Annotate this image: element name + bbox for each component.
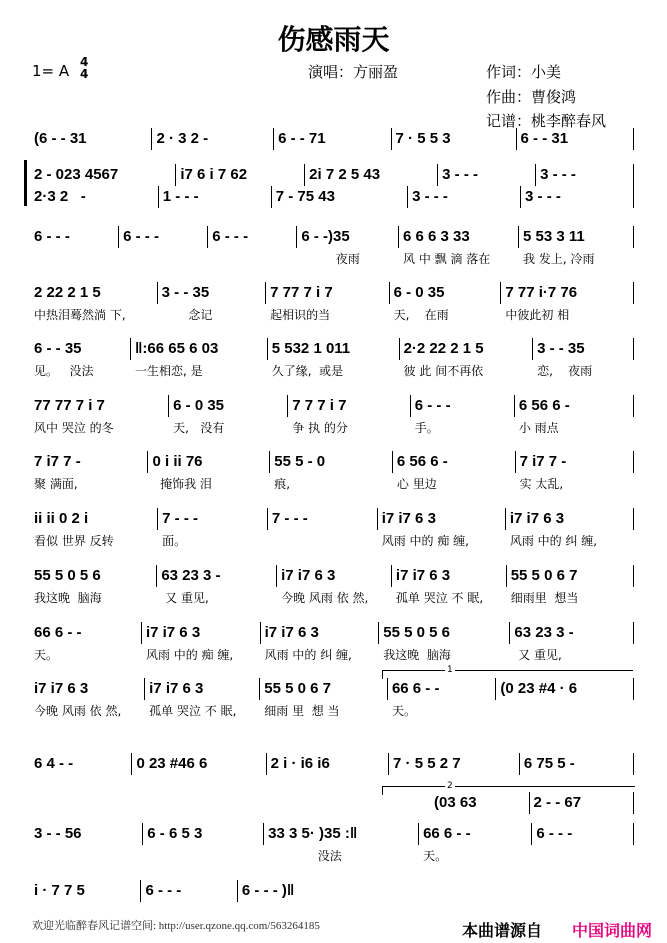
measure — [30, 565, 157, 605]
measure-notes: 3 - - - — [412, 188, 448, 205]
measure — [132, 753, 266, 775]
score-row — [30, 753, 634, 775]
measure-notes: 6 - - - — [145, 882, 182, 899]
measure — [408, 186, 521, 208]
score-row — [30, 678, 634, 718]
score-row — [30, 880, 350, 902]
measure-notes: i7 i7 6 3 — [264, 624, 319, 641]
lyricist: 作词：小美 — [486, 63, 562, 81]
measure-notes: i7 i7 6 3 — [281, 567, 336, 584]
score-row — [30, 186, 634, 208]
measure — [305, 164, 438, 186]
lyric-text: 天。 — [391, 704, 416, 718]
score-row — [30, 226, 634, 266]
lyric-text: 天。 — [423, 849, 448, 863]
measure-notes: ii ii 0 2 i — [34, 510, 89, 527]
lyric-text: 孤单 哭泣 不 眠, — [149, 704, 237, 718]
measure — [159, 186, 272, 208]
footer-link[interactable]: 欢迎光临醉春风记谱空间: http://user.qzone.qq.com/563264185 — [32, 920, 320, 932]
lyric-text: 久了缘, 或是 — [271, 364, 344, 378]
measure-notes: 1 - - - — [162, 188, 199, 205]
measure — [30, 395, 169, 435]
measure-notes: 6 56 6 - — [396, 453, 448, 470]
measure — [530, 792, 635, 814]
time-bottom: 4 — [80, 67, 89, 81]
measure-notes: i · 7 7 5 — [34, 882, 85, 899]
measure-notes: 6 - 0 35 — [173, 397, 225, 414]
measure — [158, 508, 268, 548]
measure — [411, 395, 515, 435]
measure — [30, 282, 158, 322]
measure-notes: 7 77 7 i 7 — [270, 284, 333, 301]
measure-notes: 0 23 #46 6 — [136, 755, 208, 772]
measure-notes: 0 i ii 76 — [152, 453, 203, 470]
lyric-text: 又 重见, — [161, 591, 209, 605]
key-signature: 1= A — [32, 62, 70, 80]
lyric-text: 念记 — [161, 308, 213, 322]
lyric-text: 又 重见, — [514, 648, 562, 662]
lyric-text: 我这晚 脑海 — [34, 591, 102, 605]
lyric-text: 手。 — [414, 421, 439, 435]
measure-notes: i7 i7 6 3 — [509, 510, 565, 527]
measure-notes: 3 - - 35 — [537, 340, 585, 357]
measure-notes: 7 i7 7 - — [519, 453, 567, 470]
measure — [266, 282, 389, 322]
measure-notes: 63 23 3 - — [514, 624, 574, 641]
lyric-text: 实 太乱, — [519, 477, 564, 491]
lyric-text: 风雨 中的 纠 缠, — [509, 534, 598, 548]
lyric-text: 见。 没法 — [34, 364, 94, 378]
measure — [400, 338, 533, 378]
measure-notes: i7 i7 6 3 — [395, 567, 451, 584]
measure — [260, 678, 388, 718]
lyric-text: 细雨里 想当 — [510, 591, 579, 605]
measure — [519, 226, 634, 266]
brand-logo: 中国词曲网 — [572, 921, 653, 940]
measure-notes: 6 56 6 - — [518, 397, 570, 414]
measure-notes: 55 5 0 6 7 — [264, 680, 332, 697]
measure-notes: 6 - - - — [414, 397, 451, 414]
measure — [268, 508, 378, 530]
measure-notes: 3 - - 35 — [161, 284, 210, 301]
lyric-text: 看似 世界 反转 — [34, 534, 114, 548]
measure — [388, 678, 496, 718]
measure — [399, 226, 519, 266]
score-row — [430, 792, 634, 814]
time-top: 4 — [80, 55, 89, 69]
lyric-text: 恋, 夜雨 — [537, 364, 593, 378]
score-row — [30, 128, 634, 150]
lyric-text: 中热泪蓦然淌 下, — [34, 308, 126, 322]
lyric-text: 风中 哭泣 的冬 — [34, 421, 114, 435]
measure-notes: 55 5 0 5 6 — [383, 624, 450, 641]
measure — [238, 880, 350, 902]
measure — [430, 792, 530, 814]
measure-notes: 77 77 7 i 7 — [34, 397, 105, 414]
measure-notes: 63 23 3 - — [161, 567, 221, 584]
measure-notes: 2 - - 67 — [533, 794, 582, 811]
lyric-text: 中彼此初 相 — [505, 308, 570, 322]
measure — [536, 164, 634, 186]
measure — [30, 678, 145, 718]
measure — [393, 451, 516, 491]
measure-notes: 33 3 5· )35 :‖ — [268, 825, 358, 842]
lyric-text: 聚 满面, — [34, 477, 78, 491]
measure-notes: (03 63 — [434, 794, 477, 811]
lyric-text: 风雨 中的 痴 缠, — [381, 534, 469, 548]
song-title: 伤感雨天 — [277, 23, 390, 56]
measure — [297, 226, 399, 266]
measure-notes: 2 · 3 2 - — [156, 130, 209, 147]
measure — [501, 282, 634, 322]
measure — [515, 395, 634, 435]
measure-notes: 3 - - - — [525, 188, 561, 205]
measure — [30, 226, 119, 248]
measure-notes: 7 · 5 5 3 — [395, 130, 451, 147]
measure — [516, 451, 634, 491]
volta-1 — [382, 665, 633, 679]
measure — [30, 186, 159, 208]
lyric-text: 面。 — [162, 534, 187, 548]
measure — [208, 226, 297, 248]
measure — [267, 753, 389, 775]
lyric-text: 天, 在雨 — [393, 308, 449, 322]
volta-2-label: 2 — [447, 781, 453, 791]
measure-notes: 6 6 6 3 33 — [403, 228, 470, 245]
measure — [520, 753, 634, 775]
measure — [438, 164, 536, 186]
measure — [532, 823, 634, 845]
lyric-text: 小 雨点 — [518, 421, 559, 435]
measure-notes: 2i 7 2 5 43 — [309, 166, 381, 183]
measure — [30, 338, 131, 378]
measure-notes: 2 i · i6 i6 — [270, 755, 330, 772]
measure-notes: 66 6 - - — [34, 624, 82, 641]
measure — [145, 678, 260, 718]
measure — [152, 128, 274, 150]
composer: 作曲：曹俊鸿 — [486, 88, 577, 106]
score-row — [30, 508, 634, 548]
measure — [521, 186, 634, 208]
measure-notes: 66 6 - - — [391, 680, 440, 697]
measure-notes: 6 - - - )‖ — [241, 882, 295, 899]
measure — [274, 128, 391, 150]
measure-notes: 3 - - - — [442, 166, 478, 183]
lyric-text: 风 中 飘 滴 落在 — [403, 252, 491, 266]
measure-notes: (0 23 #4 · 6 — [500, 680, 578, 697]
measure-notes: 7 - - - — [271, 510, 308, 527]
measure-notes: 66 6 - - — [423, 825, 471, 842]
measure — [143, 823, 264, 845]
measure-notes: 7 · 5 5 2 7 — [393, 755, 461, 772]
measure-notes: 6 75 5 - — [523, 755, 575, 772]
measure-notes: 5 532 1 011 — [271, 340, 351, 357]
measure — [496, 678, 634, 700]
measure-notes: 2 - 023 4567 — [34, 166, 119, 183]
measure-notes: i7 i7 6 3 — [145, 624, 201, 641]
score-row — [30, 622, 634, 662]
measure — [176, 164, 305, 186]
measure-notes: 7 7 7 i 7 — [292, 397, 347, 414]
measure-notes: 3 - - 56 — [34, 825, 82, 842]
measure-notes: (6 - - 31 — [34, 130, 87, 147]
measure — [30, 451, 148, 491]
measure — [30, 164, 176, 186]
lyric-text: 风雨 中的 痴 缠, — [145, 648, 234, 662]
measure — [30, 508, 158, 548]
lyric-text: 今晚 风雨 依 然, — [281, 591, 369, 605]
time-signature — [80, 56, 88, 80]
score-row — [30, 282, 634, 322]
measure — [389, 753, 520, 775]
measure-notes: 7 77 i·7 76 — [505, 284, 578, 301]
measure — [270, 451, 393, 491]
lyric-text: 争 执 的分 — [292, 421, 348, 435]
lyric-text: 痕, — [274, 477, 291, 491]
lyric-text: 彼 此 间不再依 — [403, 364, 484, 378]
measure-notes: 6 - - 71 — [278, 130, 326, 147]
measure — [510, 622, 634, 662]
measure-notes: 6 - 0 35 — [393, 284, 445, 301]
measure-notes: 6 - -)35 — [301, 228, 350, 245]
score-row — [30, 164, 634, 186]
measure-notes: i7 i7 6 3 — [34, 680, 89, 697]
measure — [30, 823, 143, 845]
measure — [390, 282, 502, 322]
measure — [379, 622, 510, 662]
measure — [141, 880, 237, 902]
lyric-text: 天, 没有 — [173, 421, 225, 435]
measure — [30, 753, 132, 775]
measure — [148, 451, 270, 491]
measure — [142, 622, 261, 662]
measure-notes: 55 5 - 0 — [274, 453, 326, 470]
measure — [392, 128, 517, 150]
measure — [264, 823, 419, 863]
measure-notes: 6 - - - — [34, 228, 70, 245]
measure — [158, 282, 266, 322]
volta-1-label: 1 — [447, 665, 453, 675]
measure — [119, 226, 208, 248]
measure-notes: 7 i7 7 - — [34, 453, 81, 470]
measure — [392, 565, 507, 605]
source-label: 本曲谱源自 — [462, 921, 543, 940]
measure-notes: 55 5 0 5 6 — [34, 567, 101, 584]
lyric-text: 我这晚 脑海 — [383, 648, 451, 662]
lyric-text: 细雨 里 想 当 — [264, 704, 340, 718]
measure — [169, 395, 288, 435]
measure-notes: i7 6 i 7 62 — [180, 166, 248, 183]
measure — [533, 338, 634, 378]
lyric-text: 掩饰我 泪 — [152, 477, 212, 491]
measure — [507, 565, 634, 605]
measure — [288, 395, 410, 435]
lyric-text: 天。 — [34, 648, 59, 662]
measure-notes: ‖:66 65 6 03 — [134, 340, 219, 357]
measure — [131, 338, 268, 378]
measure-notes: 2 22 2 1 5 — [34, 284, 101, 301]
measure-notes: 6 - - - — [212, 228, 249, 245]
measure — [30, 128, 152, 150]
measure-notes: i7 i7 6 3 — [149, 680, 204, 697]
measure — [517, 128, 634, 150]
measure-notes: 6 - - 35 — [34, 340, 82, 357]
lyric-text: 夜雨 — [301, 252, 360, 266]
score-row — [30, 823, 634, 863]
measure-notes: 2·2 22 2 1 5 — [403, 340, 484, 357]
score-row — [30, 338, 634, 378]
measure-notes: 7 - - - — [162, 510, 198, 527]
volta-2 — [382, 781, 635, 795]
transcriber: 记谱：桃李醉春风 — [486, 112, 607, 130]
measure — [378, 508, 506, 548]
measure — [419, 823, 532, 863]
lyric-text: 风雨 中的 纠 缠, — [264, 648, 352, 662]
lyric-text: 我 发上, 冷雨 — [523, 252, 595, 266]
measure-notes: 7 - 75 43 — [275, 188, 335, 205]
lyric-text: 心 里边 — [396, 477, 437, 491]
measure-notes: 5 53 3 11 — [523, 228, 585, 245]
measure-notes: i7 i7 6 3 — [381, 510, 436, 527]
measure-notes: 2·3 2 - — [34, 188, 86, 205]
measure — [30, 622, 142, 662]
measure — [506, 508, 634, 548]
lyric-text: 今晚 风雨 依 然, — [34, 704, 122, 718]
score-row — [30, 395, 634, 435]
measure-notes: 6 - 6 5 3 — [147, 825, 203, 842]
measure-notes: 55 5 0 6 7 — [510, 567, 578, 584]
measure — [157, 565, 277, 605]
singer: 演唱：方丽盈 — [308, 63, 399, 81]
measure-notes: 6 - - - — [123, 228, 159, 245]
measure — [30, 880, 141, 902]
lyric-text: 孤单 哭泣 不 眠, — [395, 591, 484, 605]
score-row — [30, 451, 634, 491]
measure — [261, 622, 380, 662]
score-row — [30, 565, 634, 605]
measure-notes: 6 - - - — [536, 825, 573, 842]
lyric-text: 起相识的当 — [270, 308, 331, 322]
measure — [268, 338, 400, 378]
measure — [277, 565, 392, 605]
measure — [272, 186, 408, 208]
lyric-text: 没法 — [268, 849, 342, 863]
measure-notes: 3 - - - — [540, 166, 576, 183]
lyric-text: 一生相恋, 是 — [134, 364, 203, 378]
measure-notes: 6 - - 31 — [520, 130, 569, 147]
measure-notes: 6 4 - - — [34, 755, 74, 772]
